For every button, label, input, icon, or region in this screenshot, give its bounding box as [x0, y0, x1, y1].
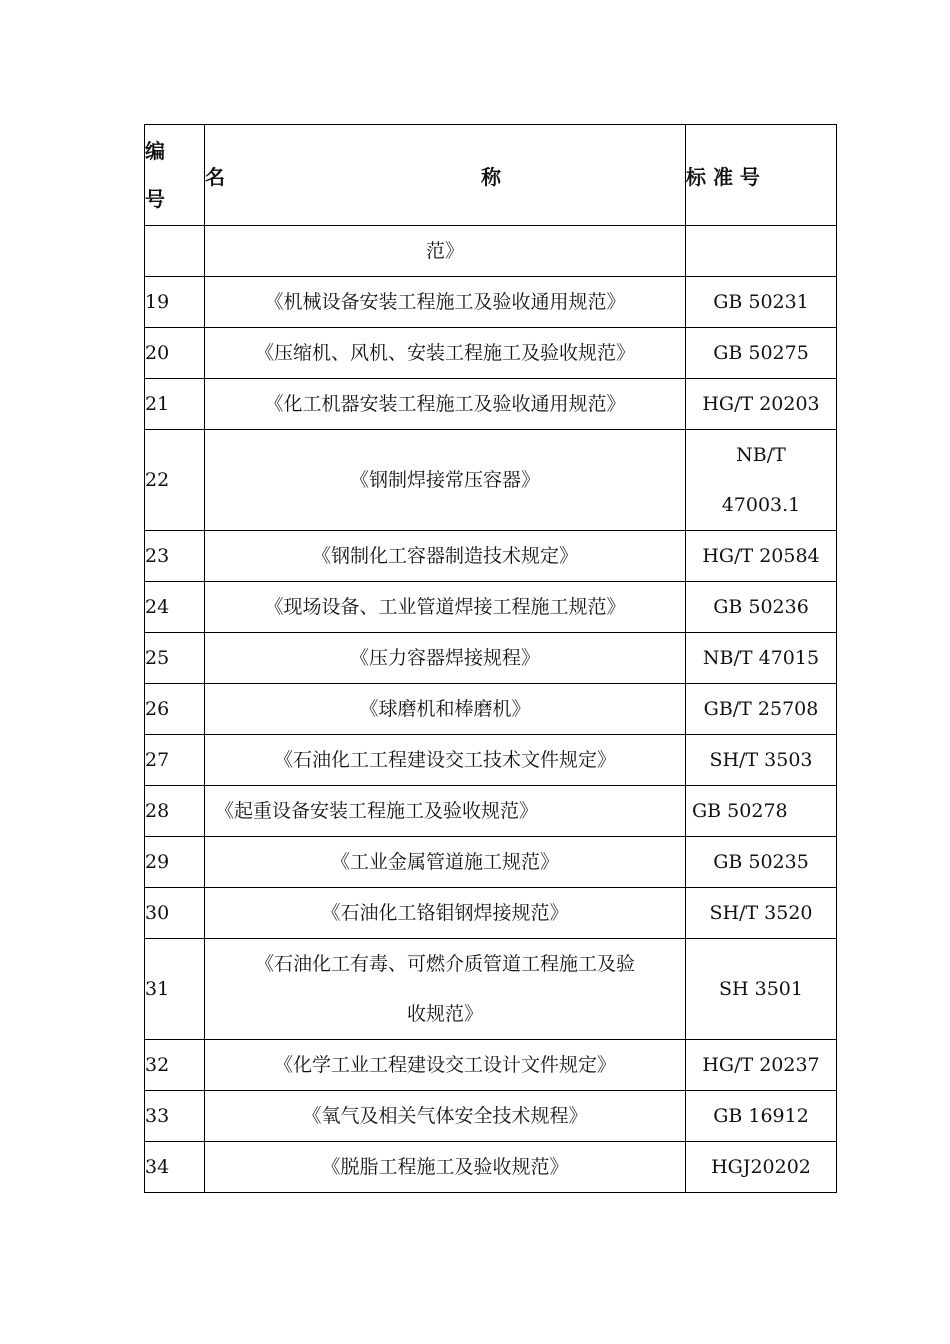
table-row	[145, 226, 837, 277]
row-code: SH/T 3503	[686, 735, 837, 786]
row-number: 25	[145, 633, 205, 684]
row-code: SH 3501	[686, 939, 837, 1040]
row-number: 21	[145, 379, 205, 430]
table-row	[145, 1142, 837, 1193]
row-name: 《球磨机和棒磨机》	[205, 684, 686, 735]
header-number	[145, 125, 205, 226]
row-code: GB/T 25708	[686, 684, 837, 735]
header-number-line1: 编	[145, 139, 165, 163]
row-name-line2: 收规范》	[406, 1003, 483, 1025]
row-name: 《工业金属管道施工规范》	[205, 837, 686, 888]
row-name	[205, 939, 686, 1040]
row-name: 《压力容器焊接规程》	[205, 633, 686, 684]
row-number: 22	[145, 430, 205, 531]
row-code: GB 16912	[686, 1091, 837, 1142]
table-row	[145, 328, 837, 379]
row-number: 26	[145, 684, 205, 735]
table-row	[145, 277, 837, 328]
row-number: 19	[145, 277, 205, 328]
row-number: 23	[145, 531, 205, 582]
row-code: HG/T 20584	[686, 531, 837, 582]
table-row	[145, 1091, 837, 1142]
row-number: 24	[145, 582, 205, 633]
row-name: 《化学工业工程建设交工设计文件规定》	[205, 1040, 686, 1091]
row-number: 20	[145, 328, 205, 379]
row-code: GB 50278	[686, 786, 837, 837]
row-name: 《脱脂工程施工及验收规范》	[205, 1142, 686, 1193]
row-number: 31	[145, 939, 205, 1040]
table-row	[145, 786, 837, 837]
row-code: HG/T 20203	[686, 379, 837, 430]
row-code-line1: NB/T	[736, 444, 786, 466]
table-row	[145, 1040, 837, 1091]
row-code: GB 50231	[686, 277, 837, 328]
row-name: 《化工机器安装工程施工及验收通用规范》	[205, 379, 686, 430]
row-code: NB/T 47015	[686, 633, 837, 684]
row-name: 《石油化工铬钼钢焊接规范》	[205, 888, 686, 939]
row-name: 《钢制焊接常压容器》	[205, 430, 686, 531]
table-row	[145, 684, 837, 735]
row-name: 《压缩机、风机、安装工程施工及验收规范》	[205, 328, 686, 379]
row-number	[145, 226, 205, 277]
header-name-part1: 名	[205, 164, 225, 189]
header-standard-code: 标 准 号	[686, 125, 837, 226]
row-name: 《钢制化工容器制造技术规定》	[205, 531, 686, 582]
row-code: GB 50236	[686, 582, 837, 633]
table-row	[145, 633, 837, 684]
row-name: 《现场设备、工业管道焊接工程施工规范》	[205, 582, 686, 633]
row-code	[686, 226, 837, 277]
row-code: HG/T 20237	[686, 1040, 837, 1091]
row-name: 范》	[205, 226, 686, 277]
table-row	[145, 939, 837, 1040]
standards-table	[144, 124, 837, 1193]
row-number: 27	[145, 735, 205, 786]
row-code-line2: 47003.1	[721, 494, 801, 516]
header-name	[205, 125, 686, 226]
row-code: HGJ20202	[686, 1142, 837, 1193]
table-row	[145, 888, 837, 939]
table-row	[145, 531, 837, 582]
table-row	[145, 837, 837, 888]
table-header-row	[145, 125, 837, 226]
row-code	[686, 430, 837, 531]
row-number: 32	[145, 1040, 205, 1091]
table-row	[145, 430, 837, 531]
row-code: GB 50275	[686, 328, 837, 379]
row-number: 29	[145, 837, 205, 888]
table-row	[145, 379, 837, 430]
row-number: 33	[145, 1091, 205, 1142]
row-code: GB 50235	[686, 837, 837, 888]
table-row	[145, 582, 837, 633]
row-number: 30	[145, 888, 205, 939]
row-number: 28	[145, 786, 205, 837]
row-number: 34	[145, 1142, 205, 1193]
header-number-line2: 号	[145, 187, 165, 211]
row-name: 《氧气及相关气体安全技术规程》	[205, 1091, 686, 1142]
row-name: 《机械设备安装工程施工及验收通用规范》	[205, 277, 686, 328]
row-code: SH/T 3520	[686, 888, 837, 939]
row-name-line1: 《石油化工有毒、可燃介质管道工程施工及验	[254, 953, 635, 975]
row-name: 《起重设备安装工程施工及验收规范》	[205, 786, 686, 837]
table-row	[145, 735, 837, 786]
header-name-part2: 称	[481, 164, 501, 189]
row-name: 《石油化工工程建设交工技术文件规定》	[205, 735, 686, 786]
